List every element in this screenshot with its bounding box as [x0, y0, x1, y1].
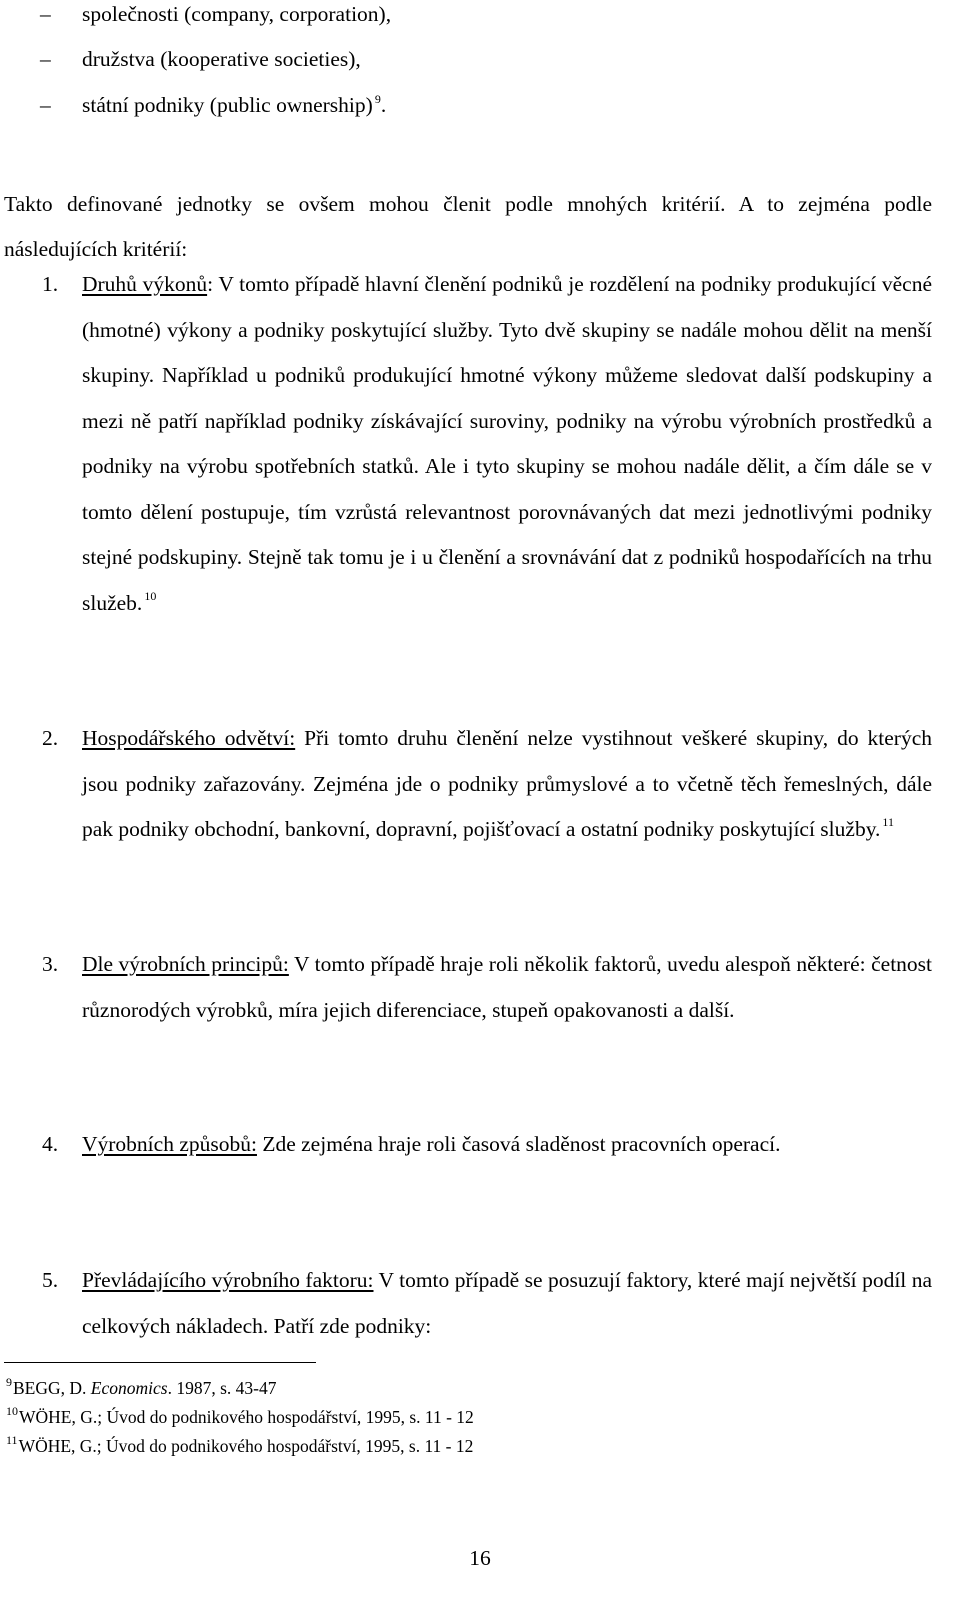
- footnote-number: 9: [6, 1375, 12, 1389]
- footnote-ref[interactable]: 9: [374, 92, 381, 106]
- dash-list-item: [40, 93, 386, 120]
- dash-item-text: společnosti (company, corporation),: [82, 2, 392, 26]
- footnote-number: 10: [6, 1404, 18, 1418]
- item-number: 4.: [42, 1132, 59, 1156]
- item-title-sep: :: [207, 272, 214, 296]
- item-body: [82, 1258, 932, 1349]
- item-text: V tomto případě se posuzují faktory, které mají největší podíl na celkových nákladech. Patří zde podniky:: [82, 1268, 933, 1338]
- dash-item-text: státní podniky (public ownership): [82, 93, 373, 117]
- intro-paragraph: Takto definované jednotky se ovšem mohou členit podle mnohých kritérií. A to zejména podle následujících kritérií:: [4, 192, 932, 261]
- footnote-text: WÖHE, G.; Úvod do podnikového hospodářství, 1995, s. 11 - 12: [19, 1407, 474, 1427]
- item-text: Zde zejména hraje roli časová sladěnost pracovních operací.: [256, 1132, 781, 1156]
- item-title: Výrobních způsobů:: [82, 1132, 257, 1156]
- dash-bullet: –: [40, 47, 51, 71]
- footnote-number: 11: [6, 1433, 18, 1447]
- item-title: Dle výrobních principů:: [82, 952, 289, 976]
- item-number: 2.: [42, 726, 59, 750]
- item-text: Při tomto druhu členění nelze vystihnout veškeré skupiny, do kterých jsou podniky zařazovány. Zejména jde o podniky průmyslové a to včetně těch řemeslných, dále pak podniky obchodní, bankovní, dopravní, pojišťovací a ostatní podniky poskytující služby.: [82, 726, 933, 841]
- item-body: [82, 262, 932, 629]
- footnote: [6, 1375, 277, 1400]
- item-title: Hospodářského odvětví:: [82, 726, 296, 750]
- item-number: 3.: [42, 952, 59, 976]
- page-number: 16: [469, 1546, 491, 1570]
- item-body: [82, 1122, 932, 1168]
- item-number: 5.: [42, 1268, 59, 1292]
- footnote-text: BEGG, D.: [13, 1378, 91, 1398]
- item-number: 1.: [42, 272, 59, 296]
- item-title: Druhů výkonů: [82, 272, 208, 296]
- dash-bullet: –: [40, 93, 51, 117]
- criteria-item: [0, 1258, 932, 1349]
- footnote: [6, 1404, 474, 1429]
- item-text: V tomto případě hraje roli několik faktorů, uvedu alespoň některé: četnost různorodých výrobků, míra jejich diferenciace, stupeň opakovanosti a další.: [82, 952, 933, 1022]
- footnote-title: Economics: [90, 1378, 168, 1398]
- dash-bullet: –: [40, 2, 51, 26]
- dash-item-punctuation: .: [380, 93, 387, 117]
- footnote-ref[interactable]: 10: [144, 588, 157, 603]
- footnote-divider: [4, 1362, 316, 1363]
- criteria-item: [0, 716, 932, 856]
- criteria-item: [0, 262, 932, 629]
- item-text: V tomto případě hlavní členění podniků je rozdělení na podniky produkující věcné (hmotné) výkony a podniky poskytující služby. Tyto dvě skupiny se nadále mohou dělit na menší skupiny. Například u podniků produkující hmotné výkony můžeme sledovat další podskupiny a mezi ně patří například podniky získávající suroviny, podniky na výrobu výrobních prostředků a podniky na výrobu spotřebních statků. Ale i tyto skupiny se mohou nadále dělit, a čím dále se v tomto dělení postupuje, tím vzrůstá relevantnost porovnávaných dat mezi jednotlivými podniky stejné podskupiny. Stejně tak tomu je i u členění a srovnávání dat z podniků hospodařících na trhu služeb.: [82, 272, 933, 615]
- footnote: [6, 1433, 474, 1458]
- criteria-item: [0, 942, 932, 1033]
- item-body: [82, 942, 932, 1033]
- footnote-text-tail: . 1987, s. 43-47: [167, 1378, 277, 1398]
- footnote-ref[interactable]: 11: [882, 815, 894, 829]
- footnote-text: WÖHE, G.; Úvod do podnikového hospodářství, 1995, s. 11 - 12: [18, 1436, 474, 1456]
- item-title: Převládajícího výrobního faktoru:: [82, 1268, 374, 1292]
- criteria-item: [0, 1122, 932, 1168]
- dash-list-item: [40, 2, 391, 26]
- dash-list-item: [40, 47, 361, 71]
- item-body: [82, 716, 932, 856]
- dash-item-text: družstva (kooperative societies),: [82, 47, 361, 71]
